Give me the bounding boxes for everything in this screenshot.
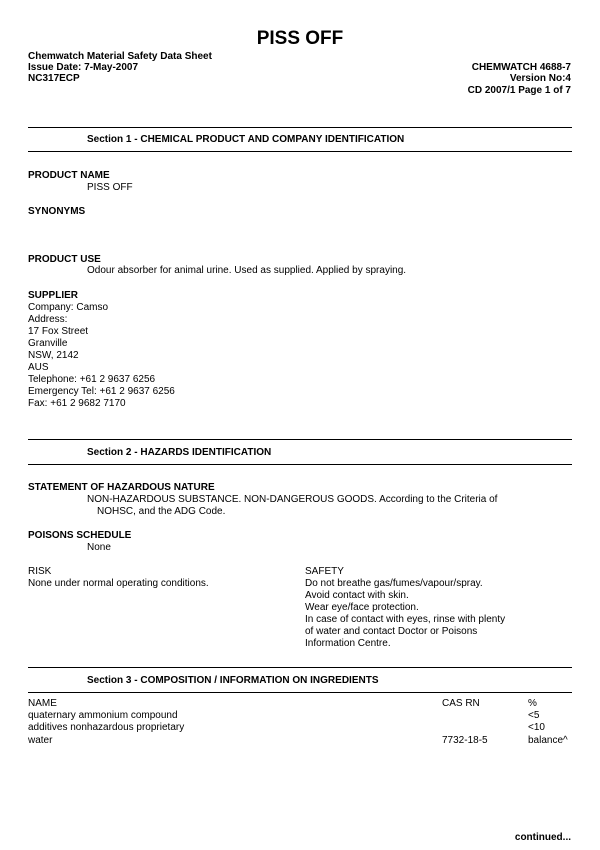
section-1-rule-top xyxy=(28,127,572,128)
header-page-info: CD 2007/1 Page 1 of 7 xyxy=(467,85,571,96)
document-title: PISS OFF xyxy=(256,28,344,49)
supplier-line: Address: xyxy=(28,314,68,325)
section-3-rule-bottom xyxy=(28,692,572,693)
ingredient-percent: balance^ xyxy=(528,735,568,746)
risk-value: None under normal operating conditions. xyxy=(28,578,209,589)
product-name-label: PRODUCT NAME xyxy=(28,170,110,181)
column-header-cas: CAS RN xyxy=(442,698,480,709)
synonyms-label: SYNONYMS xyxy=(28,206,86,217)
product-use-value: Odour absorber for animal urine. Used as supplied. Applied by spraying. xyxy=(87,265,407,276)
supplier-label: SUPPLIER xyxy=(28,290,79,301)
safety-line: of water and contact Doctor or Poisons xyxy=(305,626,478,637)
safety-line: Avoid contact with skin. xyxy=(305,590,409,601)
supplier-line: AUS xyxy=(28,362,49,373)
ingredient-percent: <5 xyxy=(528,710,540,721)
safety-line: Information Centre. xyxy=(305,638,391,649)
ingredient-name: water xyxy=(28,735,53,746)
section-3-heading: Section 3 - COMPOSITION / INFORMATION ON INGREDIENTS xyxy=(87,675,379,686)
section-1-rule-bottom xyxy=(28,151,572,152)
section-1-heading: Section 1 - CHEMICAL PRODUCT AND COMPANY IDENTIFICATION xyxy=(87,134,405,145)
safety-label: SAFETY xyxy=(305,566,344,577)
supplier-emergency-tel: Emergency Tel: +61 2 9637 6256 xyxy=(28,386,175,397)
product-name-value: PISS OFF xyxy=(87,182,133,193)
safety-line: Do not breathe gas/fumes/vapour/spray. xyxy=(305,578,483,589)
hazard-statement-line-2: NOHSC, and the ADG Code. xyxy=(97,506,226,517)
header-version: Version No:4 xyxy=(509,73,571,84)
supplier-line: 17 Fox Street xyxy=(28,326,89,337)
ingredient-name: quaternary ammonium compound xyxy=(28,710,178,721)
hazard-statement-line-1: NON-HAZARDOUS SUBSTANCE. NON-DANGEROUS GOODS. According to the Criteria of xyxy=(87,494,498,505)
supplier-line: Granville xyxy=(28,338,68,349)
supplier-telephone: Telephone: +61 2 9637 6256 xyxy=(28,374,156,385)
column-header-name: NAME xyxy=(28,698,57,709)
column-header-percent: % xyxy=(528,698,537,709)
hazard-statement-label: STATEMENT OF HAZARDOUS NATURE xyxy=(28,482,215,493)
product-use-label: PRODUCT USE xyxy=(28,254,101,265)
header-issue-date: Issue Date: 7-May-2007 xyxy=(28,62,139,73)
poisons-schedule-value: None xyxy=(87,542,111,553)
section-2-heading: Section 2 - HAZARDS IDENTIFICATION xyxy=(87,447,272,458)
risk-label: RISK xyxy=(28,566,52,577)
safety-line: In case of contact with eyes, rinse with plenty xyxy=(305,614,506,625)
supplier-line: NSW, 2142 xyxy=(28,350,79,361)
ingredient-name: additives nonhazardous proprietary xyxy=(28,722,185,733)
safety-line: Wear eye/face protection. xyxy=(305,602,419,613)
header-chemwatch-id: CHEMWATCH 4688-7 xyxy=(471,62,571,73)
section-2-rule-bottom xyxy=(28,464,572,465)
ingredient-cas: 7732-18-5 xyxy=(442,735,488,746)
header-code: NC317ECP xyxy=(28,73,80,84)
section-2-rule-top xyxy=(28,439,572,440)
poisons-schedule-label: POISONS SCHEDULE xyxy=(28,530,132,541)
header-left-line-1: Chemwatch Material Safety Data Sheet xyxy=(28,51,212,62)
supplier-line: Company: Camso xyxy=(28,302,109,313)
supplier-fax: Fax: +61 2 9682 7170 xyxy=(28,398,126,409)
continued-note: continued... xyxy=(514,832,571,843)
section-3-rule-top xyxy=(28,667,572,668)
ingredient-percent: <10 xyxy=(528,722,545,733)
